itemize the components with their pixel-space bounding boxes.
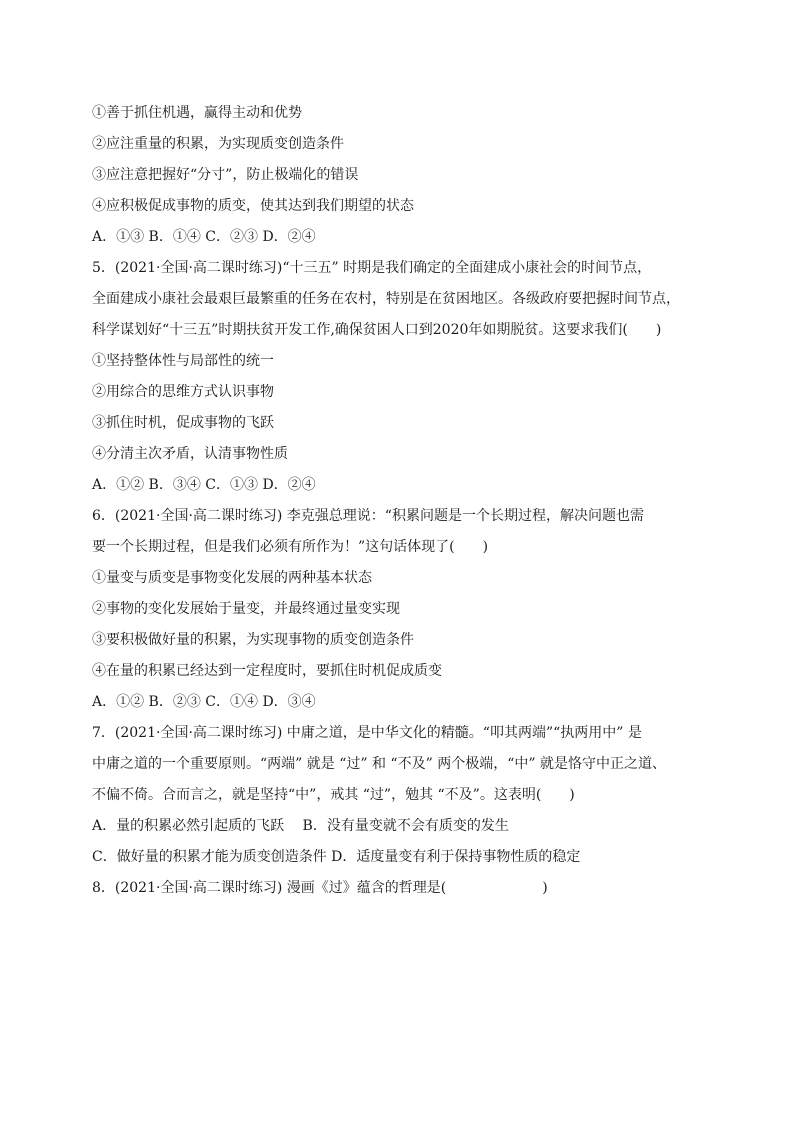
answer-choices: A．①② B．②③ C．①④ D．③④ bbox=[92, 694, 316, 710]
answer-choices: A．量的积累必然引起质的飞跃 B．没有量变就不会有质变的发生 bbox=[92, 818, 509, 834]
question-6 bbox=[92, 501, 732, 718]
option-3: ③应注意把握好“分寸”，防止极端化的错误 bbox=[92, 167, 359, 183]
answer-choices: A．①② B．③④ C．①③ D．②④ bbox=[92, 477, 316, 493]
question-text: 6．(2021·全国·高二课时练习) 李克强总理说：“积累问题是一个长期过程，解决问题也需 bbox=[92, 508, 644, 524]
question-4-options bbox=[92, 98, 732, 253]
option-3: ③要积极做好量的积累，为实现事物的质变创造条件 bbox=[92, 632, 414, 648]
question-text: 中庸之道的一个重要原则。“两端” 就是 “过” 和 “不及” 两个极端，“中” 就是恪守中正之道、 bbox=[92, 756, 666, 772]
question-7 bbox=[92, 718, 732, 873]
question-5 bbox=[92, 253, 732, 501]
answer-choices: A．①③ B．①④ C．②③ D．②④ bbox=[92, 229, 316, 245]
question-text: 科学谋划好“十三五”时期扶贫开发工作,确保贫困人口到2020年如期脱贫。这要求我们( ) bbox=[92, 322, 662, 338]
question-text bbox=[92, 873, 732, 904]
option-2: ②应注重量的积累，为实现质变创造条件 bbox=[92, 136, 344, 152]
answer-choices: C．做好量的积累才能为质变创造条件 D．适度量变有利于保持事物性质的稳定 bbox=[92, 849, 581, 865]
question-text: 7．(2021·全国·高二课时练习) 中庸之道，是中华文化的精髓。“叩其两端”“执两用中” 是 bbox=[92, 725, 642, 741]
option-3: ③抓住时机，促成事物的飞跃 bbox=[92, 415, 274, 431]
option-1: ①坚持整体性与局部性的统一 bbox=[92, 353, 274, 369]
closing-paren: ) bbox=[542, 880, 548, 896]
question-text: 5．(2021·全国·高二课时练习)“十三五” 时期是我们确定的全面建成小康社会的时间节点， bbox=[92, 260, 652, 276]
question-text: 不偏不倚。合而言之，就是坚持“中”，戒其 “过”，勉其 “不及”。这表明( ) bbox=[92, 787, 575, 803]
option-4: ④在量的积累已经达到一定程度时，要抓住时机促成质变 bbox=[92, 663, 442, 679]
question-text: 全面建成小康社会最艰巨最繁重的任务在农村，特别是在贫困地区。各级政府要把握时间节点， bbox=[92, 291, 680, 307]
document-content bbox=[92, 98, 732, 904]
option-4: ④分清主次矛盾，认清事物性质 bbox=[92, 446, 288, 462]
question-text: 要一个长期过程，但是我们必须有所作为！”这句话体现了( ) bbox=[92, 539, 489, 555]
option-1: ①量变与质变是事物变化发展的两种基本状态 bbox=[92, 570, 372, 586]
question-8 bbox=[92, 873, 732, 904]
option-1: ①善于抓住机遇，赢得主动和优势 bbox=[92, 105, 302, 121]
option-2: ②事物的变化发展始于量变，并最终通过量变实现 bbox=[92, 601, 400, 617]
option-4: ④应积极促成事物的质变，使其达到我们期望的状态 bbox=[92, 198, 414, 214]
question-text-body: 8．(2021·全国·高二课时练习) 漫画《过》蕴含的哲理是( bbox=[92, 880, 447, 896]
option-2: ②用综合的思维方式认识事物 bbox=[92, 384, 274, 400]
